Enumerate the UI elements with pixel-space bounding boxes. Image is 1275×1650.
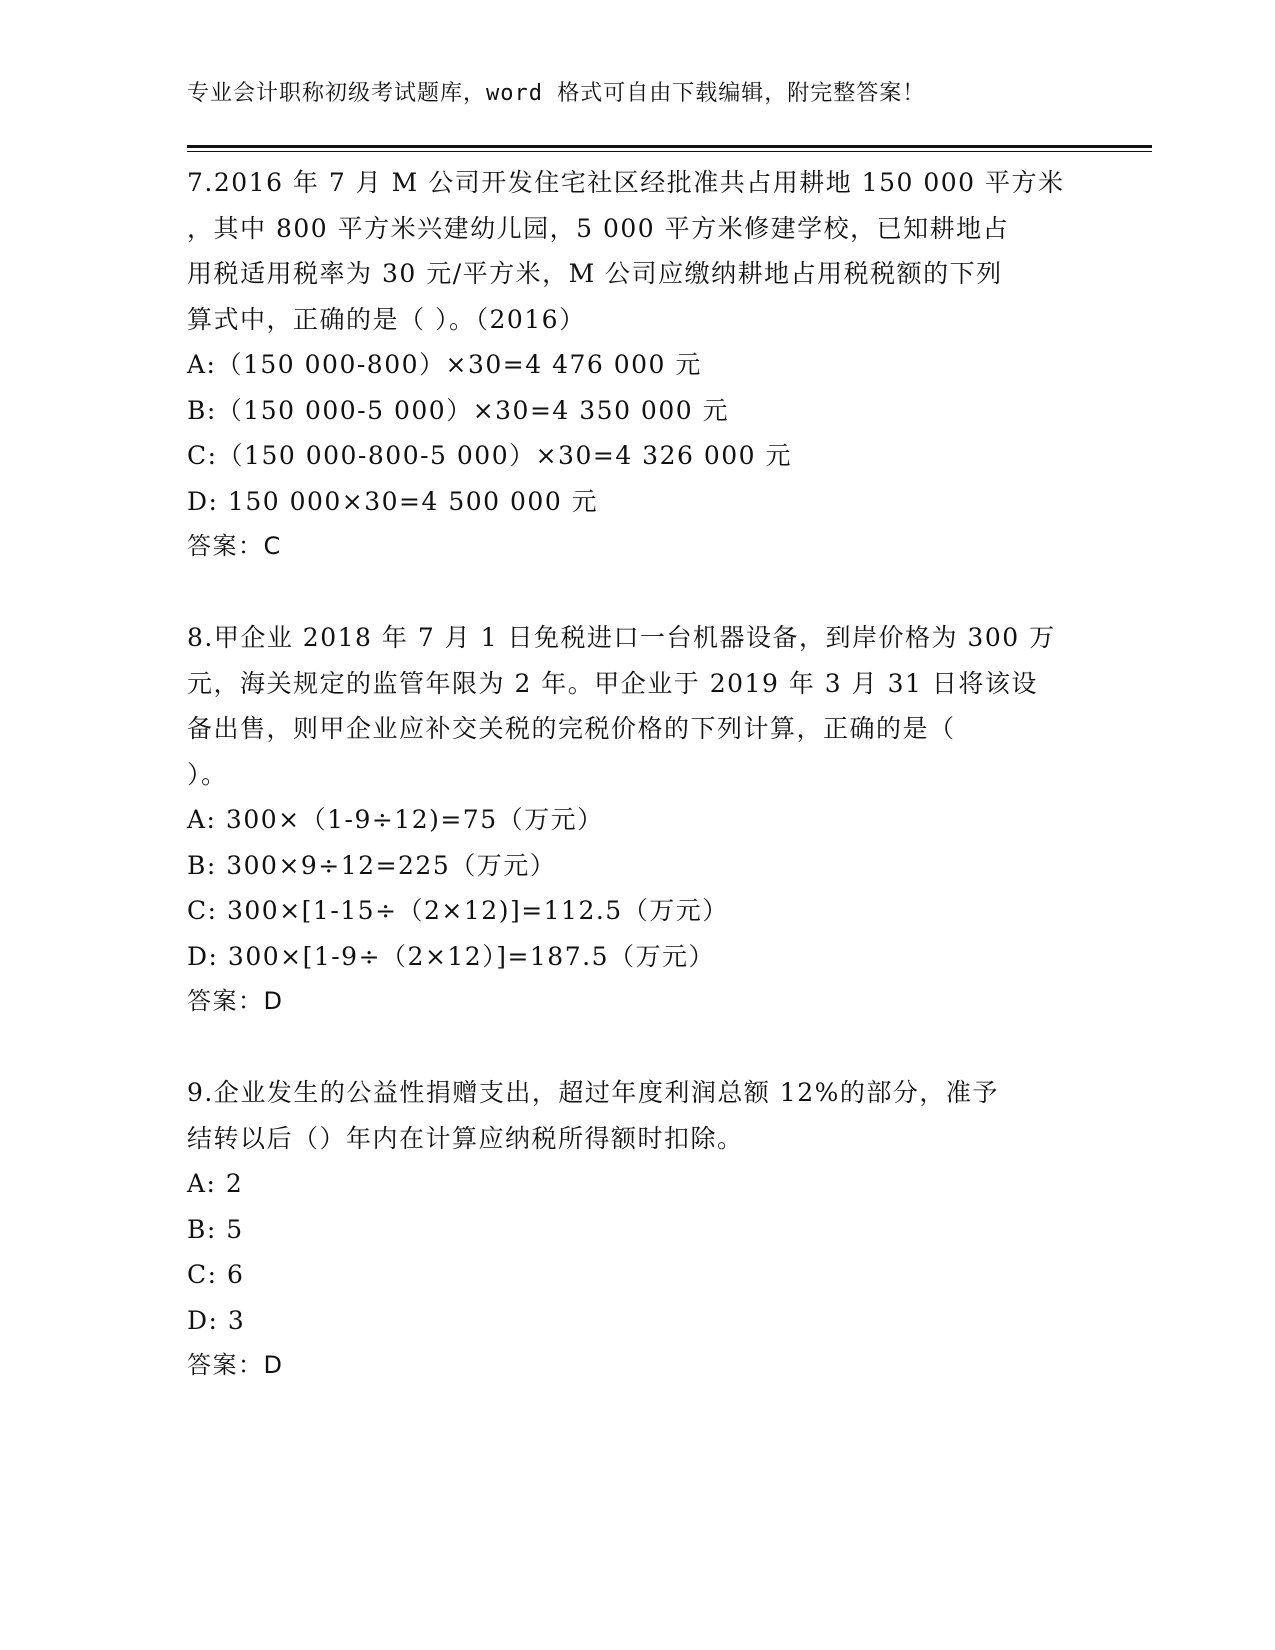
question-stem	[187, 615, 1087, 797]
stem-line: ）。	[187, 759, 228, 789]
stem-line: 9.企业发生的公益性捐赠支出，超过年度利润总额 12%的部分，准予	[187, 1078, 999, 1107]
option-d: D: 150 000×30=4 500 000 元	[187, 486, 599, 516]
question-stem	[187, 160, 1087, 342]
option-a: A:（150 000-800）×30=4 476 000 元	[187, 350, 702, 379]
stem-line: 备出售，则甲企业应补交关税的完税价格的下列计算，正确的是（	[187, 714, 956, 743]
option-b: B: 300×9÷12=225（万元）	[187, 850, 557, 880]
stem-line: 7.2016 年 7 月 M 公司开发住宅社区经批准共占用耕地 150 000 平方米	[187, 168, 1065, 197]
option-c: C: 300×[1-15÷（2×12)]=112.5（万元）	[187, 896, 729, 925]
option-a: A: 2	[187, 1169, 244, 1198]
option-c: C: 6	[187, 1260, 245, 1289]
question-8	[187, 615, 1087, 1025]
answer-line: 答案：C	[187, 532, 282, 560]
question-stem	[187, 1070, 1087, 1161]
option-b: B: 5	[187, 1214, 244, 1244]
stem-line: 用税适用税率为 30 元/平方米，M 公司应缴纳耕地占用税税额的下列	[187, 259, 1003, 288]
header-rule-thick	[187, 145, 1152, 148]
question-9	[187, 1070, 1087, 1389]
stem-line: 算式中，正确的是（ ）。（2016）	[187, 304, 586, 334]
option-d: D: 3	[187, 1305, 246, 1335]
stem-line: ，其中 800 平方米兴建幼儿园，5 000 平方米修建学校，已知耕地占	[187, 213, 1010, 243]
option-b: B:（150 000-5 000）×30=4 350 000 元	[187, 395, 730, 425]
header-rule-thin	[187, 151, 1152, 152]
page-header: 专业会计职称初级考试题库，word 格式可自由下载编辑，附完整答案！	[187, 81, 926, 106]
stem-line: 8.甲企业 2018 年 7 月 1 日免税进口一台机器设备，到岸价格为 300 万	[187, 623, 1056, 652]
question-7	[187, 160, 1087, 570]
question-list	[187, 160, 1087, 1434]
answer-line: 答案：D	[187, 1351, 284, 1379]
option-c: C:（150 000-800-5 000）×30=4 326 000 元	[187, 441, 793, 470]
stem-line: 元，海关规定的监管年限为 2 年。甲企业于 2019 年 3 月 31 日将该设	[187, 668, 1038, 698]
stem-line: 结转以后（）年内在计算应纳税所得额时扣除。	[187, 1123, 744, 1153]
option-d: D: 300×[1-9÷（2×12）]=187.5（万元）	[187, 941, 715, 971]
option-a: A: 300×（1-9÷12)=75（万元）	[187, 805, 604, 834]
answer-line: 答案：D	[187, 987, 284, 1015]
